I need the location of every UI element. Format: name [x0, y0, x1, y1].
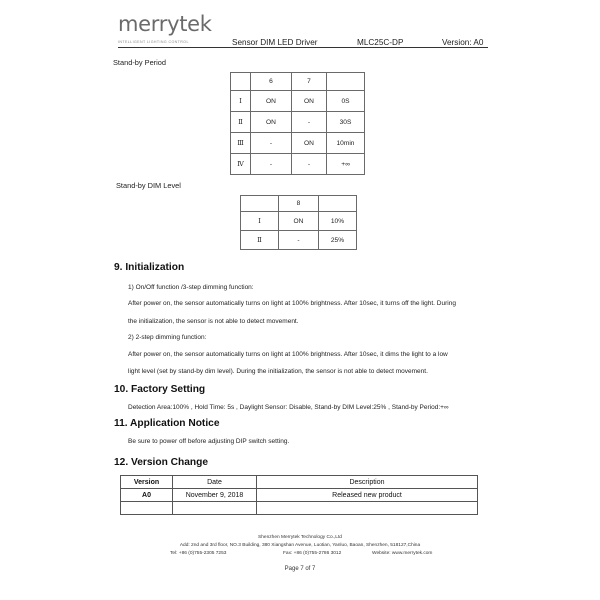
- paragraph-line: the initialization, the sensor is not able to detect movement.: [128, 318, 299, 325]
- section-11-title: 11. Application Notice: [114, 418, 220, 429]
- table-cell: 10%: [319, 212, 357, 231]
- row-mode: Ⅳ: [231, 154, 251, 175]
- table-cell: 10min: [327, 133, 365, 154]
- table-cell: A0: [121, 489, 173, 502]
- header-model: MLC25C-DP: [357, 38, 404, 47]
- row-mode: Ⅲ: [231, 133, 251, 154]
- application-notice-text: Be sure to power off before adjusting DIP switch setting.: [128, 438, 290, 445]
- table-cell: [173, 502, 257, 515]
- table-cell: 30S: [327, 112, 365, 133]
- table-cell: ON: [251, 91, 292, 112]
- table-cell: [257, 502, 478, 515]
- table-cell: November 9, 2018: [173, 489, 257, 502]
- table-cell: [121, 502, 173, 515]
- footer-tel: Tel: +86 (0)755-2305 7253: [170, 551, 227, 556]
- table-cell: +∞: [327, 154, 365, 175]
- paragraph-line: light level (set by stand-by dim level). During the initialization, the sensor is not able to detect movement.: [128, 368, 428, 375]
- section-12-title: 12. Version Change: [114, 457, 208, 468]
- page-number: Page 7 of 7: [284, 566, 316, 572]
- table-header-cell: Description: [257, 476, 478, 489]
- table-header-cell: [241, 196, 279, 212]
- logo-tagline: INTELLIGENT LIGHTING CONTROL: [118, 40, 189, 44]
- header-version: Version: A0: [442, 38, 484, 47]
- table-cell: -: [251, 133, 292, 154]
- section-10-title: 10. Factory Setting: [114, 384, 206, 395]
- footer-fax: Fax: +86 (0)755-2786 3012: [283, 551, 342, 556]
- standby-dim-label: Stand-by DIM Level: [116, 181, 181, 190]
- paragraph-line: 1) On/Off function /3-step dimming function:: [128, 284, 254, 291]
- standby-period-table: [230, 72, 365, 175]
- factory-setting-text: Detection Area:100% , Hold Time: 5s , Daylight Sensor: Disable, Stand-by DIM Level:25% , Stand-by Period:+∞: [128, 404, 449, 411]
- table-cell: -: [292, 154, 327, 175]
- table-header-cell: [327, 73, 365, 91]
- paragraph-line: After power on, the sensor automatically turns on light at 100% brightness. After 10sec, it dims the light to a low: [128, 351, 448, 358]
- table-cell: -: [251, 154, 292, 175]
- paragraph-line: After power on, the sensor automatically turns on light at 100% brightness. After 10sec, it turns off the light. During: [128, 300, 456, 307]
- footer-company: Shenzhen Merrytek Technology Co.,Ltd: [258, 535, 342, 540]
- table-header-cell: 7: [292, 73, 327, 91]
- paragraph-line: 2) 2-step dimming function:: [128, 334, 207, 341]
- table-cell: ON: [251, 112, 292, 133]
- version-table: [120, 475, 478, 515]
- standby-dim-table: [240, 195, 357, 250]
- table-cell: ON: [292, 91, 327, 112]
- table-header-cell: [231, 73, 251, 91]
- table-header-cell: 8: [279, 196, 319, 212]
- row-mode: Ⅱ: [231, 112, 251, 133]
- row-mode: Ⅰ: [231, 91, 251, 112]
- table-header-cell: 6: [251, 73, 292, 91]
- footer-address: Add: 2nd and 3rd floor, NO.3 Building, 380 Xiangshan Avenue, Luotian, Yanluo, Baoan, Shenzhen, 518127,China: [179, 543, 421, 548]
- table-cell: -: [292, 112, 327, 133]
- table-header-cell: Date: [173, 476, 257, 489]
- table-cell: 0S: [327, 91, 365, 112]
- table-cell: ON: [292, 133, 327, 154]
- row-mode: Ⅱ: [241, 231, 279, 250]
- row-mode: Ⅰ: [241, 212, 279, 231]
- table-cell: -: [279, 231, 319, 250]
- table-cell: Released new product: [257, 489, 478, 502]
- table-cell: 25%: [319, 231, 357, 250]
- standby-period-label: Stand-by Period: [113, 58, 166, 67]
- footer-web: Website: www.merrytek.com: [372, 551, 433, 556]
- table-header-cell: [319, 196, 357, 212]
- section-9-title: 9. Initialization: [114, 262, 185, 273]
- header-rule: [118, 47, 488, 48]
- table-cell: ON: [279, 212, 319, 231]
- merrytek-logo: merrytek: [118, 12, 212, 36]
- header-product: Sensor DIM LED Driver: [232, 38, 318, 47]
- table-header-cell: Version: [121, 476, 173, 489]
